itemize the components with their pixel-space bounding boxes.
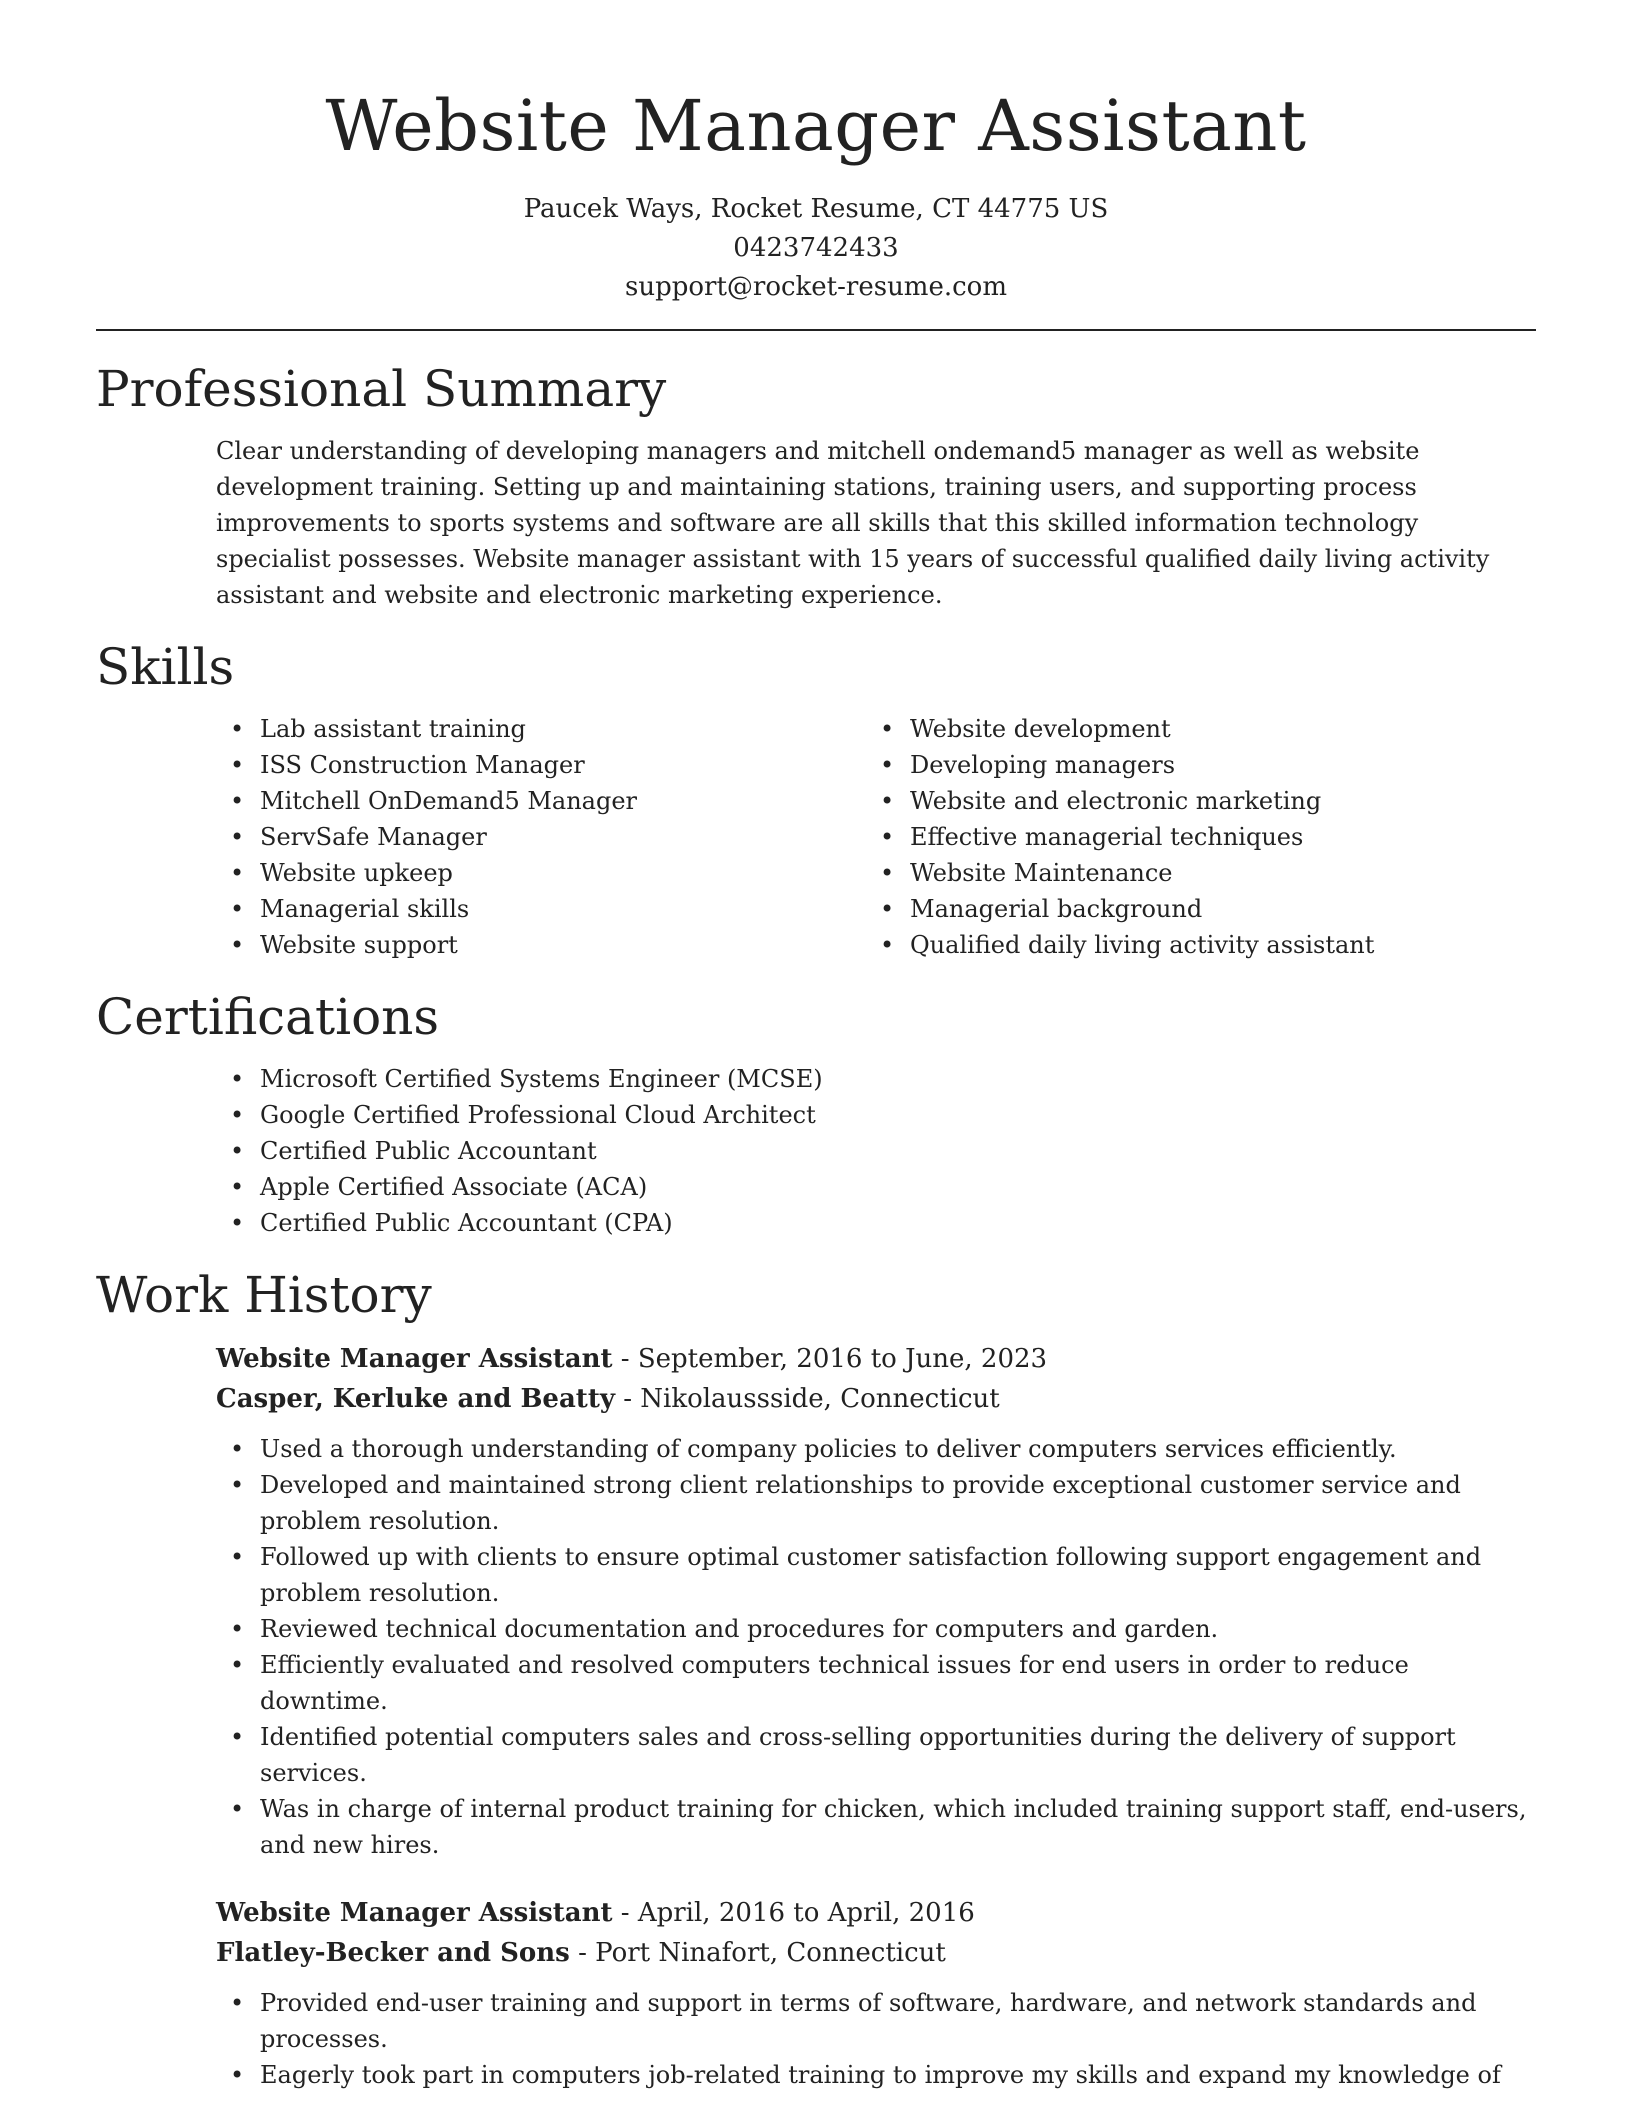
list-item: • Lab assistant training xyxy=(260,711,746,747)
certifications-list xyxy=(96,1061,1536,1241)
list-item: • Certified Public Accountant (CPA) xyxy=(260,1205,1536,1241)
list-item: • Website support xyxy=(260,927,746,963)
list-item: • Efficiently evaluated and resolved computers technical issues for end users in order to reduce downtime. xyxy=(260,1647,1536,1719)
list-item: • Website Maintenance xyxy=(910,855,1536,891)
list-item: • Reviewed technical documentation and procedures for computers and garden. xyxy=(260,1611,1536,1647)
list-item: • Google Certified Professional Cloud Architect xyxy=(260,1097,1536,1133)
list-item: • Eagerly took part in computers job-related training to improve my skills and expand my knowledge of xyxy=(260,2057,1536,2093)
list-item: • Effective managerial techniques xyxy=(910,819,1536,855)
list-item: • Followed up with clients to ensure optimal customer satisfaction following support engagement and problem resolution. xyxy=(260,1539,1536,1611)
job-dates: - September, 2016 to June, 2023 xyxy=(612,1344,1048,1374)
certifications-section xyxy=(96,985,1536,1241)
summary-text: Clear understanding of developing managers and mitchell ondemand5 manager as well as website development training. Setting up and maintaining stations, training users, and supporting process improvements to sports systems and software are all skills that this skilled information technology specialist possesses. Website manager assistant with 15 years of successful qualified daily living activity assistant and website and electronic marketing experience. xyxy=(216,437,1490,609)
contact-phone: 0423742433 xyxy=(733,233,899,263)
list-item: • Website upkeep xyxy=(260,855,746,891)
list-item: • ISS Construction Manager xyxy=(260,747,746,783)
contact-block xyxy=(96,190,1536,307)
header-divider xyxy=(96,329,1536,331)
skills-title: Skills xyxy=(96,638,235,696)
job-role-line xyxy=(216,1893,1536,1933)
list-item: • Managerial background xyxy=(910,891,1536,927)
list-item: • Developing managers xyxy=(910,747,1536,783)
list-item: • Website and electronic marketing xyxy=(910,783,1536,819)
job-location: - Port Ninafort, Connecticut xyxy=(569,1938,946,1968)
list-item: • Provided end-user training and support in terms of software, hardware, and network standards and processes. xyxy=(260,1985,1536,2057)
work-history-section xyxy=(96,1263,1536,2093)
job-role: Website Manager Assistant xyxy=(216,1344,613,1374)
job-dates: - April, 2016 to April, 2016 xyxy=(612,1898,975,1928)
list-item: • Identified potential computers sales and cross-selling opportunities during the delivery of support services. xyxy=(260,1719,1536,1791)
list-item: • Developed and maintained strong client relationships to provide exceptional customer service and problem resolution. xyxy=(260,1467,1536,1539)
job-bullets xyxy=(216,1431,1536,1863)
skills-section xyxy=(96,635,1536,963)
list-item: • Mitchell OnDemand5 Manager xyxy=(260,783,746,819)
work-history-title: Work History xyxy=(96,1266,432,1324)
list-item: • Qualified daily living activity assistant xyxy=(910,927,1536,963)
list-item: • Website development xyxy=(910,711,1536,747)
candidate-name: Website Manager Assistant xyxy=(325,85,1307,167)
job-company-line xyxy=(216,1933,1536,1973)
list-item: • Managerial skills xyxy=(260,891,746,927)
certifications-title: Certifications xyxy=(96,988,440,1046)
list-item: • Used a thorough understanding of company policies to deliver computers services efficiently. xyxy=(260,1431,1536,1467)
list-item: • Apple Certified Associate (ACA) xyxy=(260,1169,1536,1205)
contact-address: Paucek Ways, Rocket Resume, CT 44775 US xyxy=(523,194,1109,224)
job-location: - Nikolaussside, Connecticut xyxy=(614,1384,1000,1414)
job-company: Casper, Kerluke and Beatty xyxy=(216,1384,615,1414)
job-role: Website Manager Assistant xyxy=(216,1898,613,1928)
list-item: • Certified Public Accountant xyxy=(260,1133,1536,1169)
job-bullets xyxy=(216,1985,1536,2093)
list-item: • ServSafe Manager xyxy=(260,819,746,855)
job-company: Flatley-Becker and Sons xyxy=(216,1938,570,1968)
summary-title: Professional Summary xyxy=(96,360,667,418)
resume-header xyxy=(96,0,1536,307)
job-role-line xyxy=(216,1339,1536,1379)
job-entry xyxy=(216,1339,1536,1863)
skills-grid xyxy=(96,711,1536,963)
job-company-line xyxy=(216,1379,1536,1419)
list-item: • Microsoft Certified Systems Engineer (MCSE) xyxy=(260,1061,1536,1097)
contact-email: support@rocket-resume.com xyxy=(624,272,1007,302)
job-entry xyxy=(216,1893,1536,2093)
summary-section xyxy=(96,357,1536,613)
list-item: • Was in charge of internal product training for chicken, which included training support staff, end-users, and new hires. xyxy=(260,1791,1536,1863)
